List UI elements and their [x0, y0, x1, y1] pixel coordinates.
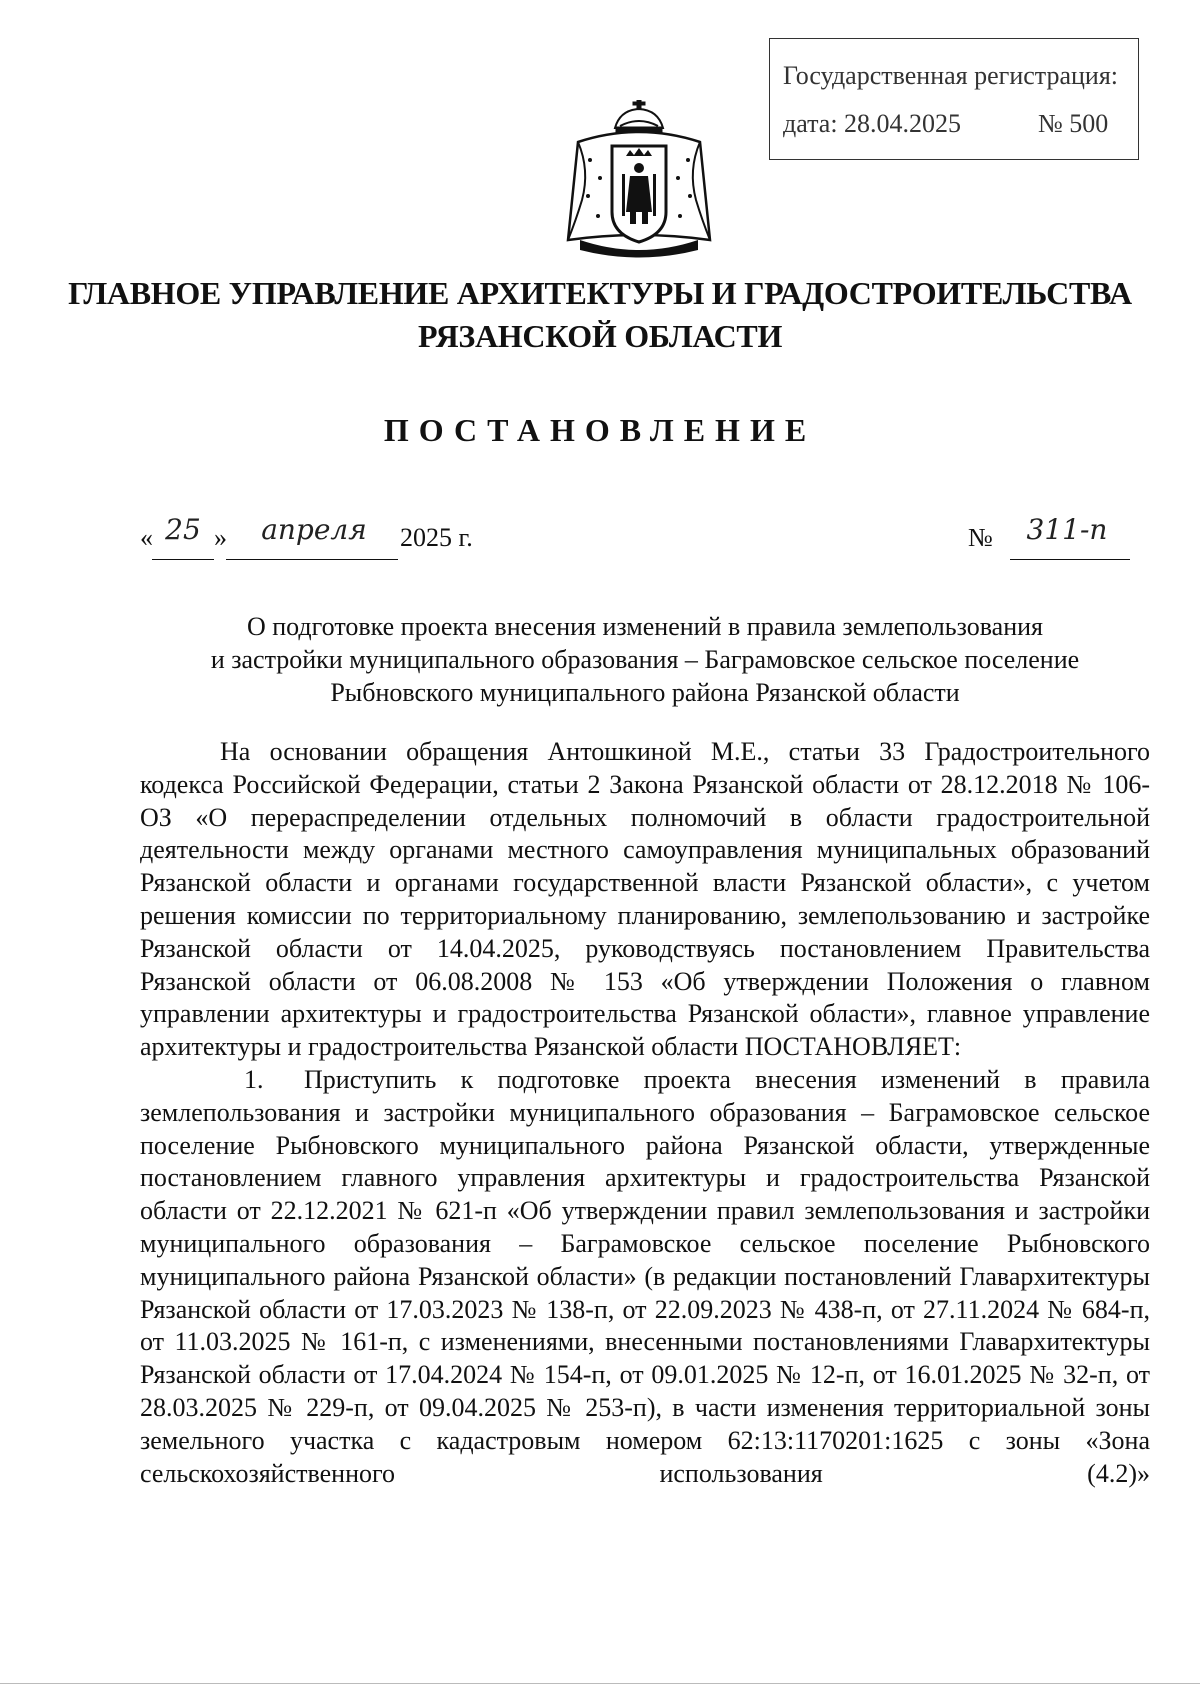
agency-name-line1: ГЛАВНОЕ УПРАВЛЕНИЕ АРХИТЕКТУРЫ И ГРАДОСТРОИТЕЛЬСТВА	[68, 275, 1132, 311]
date-year: 2025 г.	[400, 523, 473, 552]
month-underline	[226, 559, 398, 560]
title-line2: и застройки муниципального образования – Баграмовское сельское поселение	[210, 645, 1080, 674]
number-value-handwritten: 311-п	[1026, 513, 1108, 546]
stamp-date: дата: 28.04.2025	[783, 109, 962, 138]
ryazan-coat-of-arms-icon	[560, 100, 718, 265]
item-1-number: 1.	[244, 1064, 264, 1094]
document-title	[140, 610, 1150, 709]
document-body	[140, 736, 1150, 1490]
page-bottom-edge	[0, 1683, 1200, 1684]
registration-stamp	[769, 38, 1139, 160]
day-underline	[152, 559, 214, 560]
preamble-paragraph: На основании обращения Антошкиной М.Е., статьи 33 Градостроительного кодекса Российской Федерации, статьи 2 Закона Рязанской области от 28.12.2018 № 106-ОЗ «О перераспределении отдельных полномочий в области градостроительной деятельности между органами местного самоуправления муниципальных образований Рязанской области и органами государственной власти Рязанской области», с учетом решения комиссии по территориальному планированию, землепользованию и застройке Рязанской области от 14.04.2025, руководствуясь постановлением Правительства Рязанской области от 06.08.2008 № 153 «Об утверждении Положения о главном управлении архитектуры и градостроительства Рязанской области», главное управление архитектуры и градостроительства Рязанской области ПОСТАНОВЛЯЕТ:	[140, 737, 1150, 1062]
document-number	[968, 515, 1148, 555]
stamp-title: Государственная регистрация:	[783, 61, 1119, 90]
title-line3: Рыбновского муниципального района Рязанской области	[330, 678, 960, 707]
date-close-quote: »	[214, 523, 227, 552]
document-type: ПОСТАНОВЛЕНИЕ	[383, 412, 817, 448]
date-month-handwritten: апреля	[261, 513, 367, 546]
document-date	[140, 515, 480, 555]
date-open-quote: «	[140, 523, 153, 552]
number-underline	[1010, 559, 1130, 560]
title-line1: О подготовке проекта внесения изменений в правила землепользования	[246, 612, 1043, 641]
stamp-date-row	[783, 109, 1109, 139]
number-label: №	[968, 523, 993, 552]
stamp-number: № 500	[1038, 109, 1109, 138]
item-1-text: Приступить к подготовке проекта внесения изменений в правила землепользования и застройки муниципального образования – Баграмовское сельское поселение Рыбновского муниципального района Рязанской области, утвержденные постановлением главного управления архитектуры и градостроительства Рязанской области от 22.12.2021 № 621-п «Об утверждении правил землепользования и застройки муниципального образования – Баграмовское сельское поселение Рыбновского муниципального района Рязанской области» (в редакции постановлений Главархитектуры Рязанской области от 17.03.2023 № 138-п, от 22.09.2023 № 438-п, от 27.11.2024 № 684-п, от 11.03.2025 № 161-п, с изменениями, внесенными постановлениями Главархитектуры Рязанской области от 17.04.2024 № 154-п, от 09.01.2025 № 12-п, от 16.01.2025 № 32-п, от 28.03.2025 № 229-п, от 09.04.2025 № 253-п), в части изменения территориальной зоны земельного участка с кадастровым номером 62:13:1170201:1625 с зоны «Зона сельскохозяйственного использования (4.2)»	[140, 1064, 1150, 1488]
agency-name	[60, 272, 1140, 358]
date-day-handwritten: 25	[165, 513, 201, 546]
agency-name-line2: РЯЗАНСКОЙ ОБЛАСТИ	[417, 318, 783, 354]
item-1-paragraph	[140, 1064, 1150, 1490]
